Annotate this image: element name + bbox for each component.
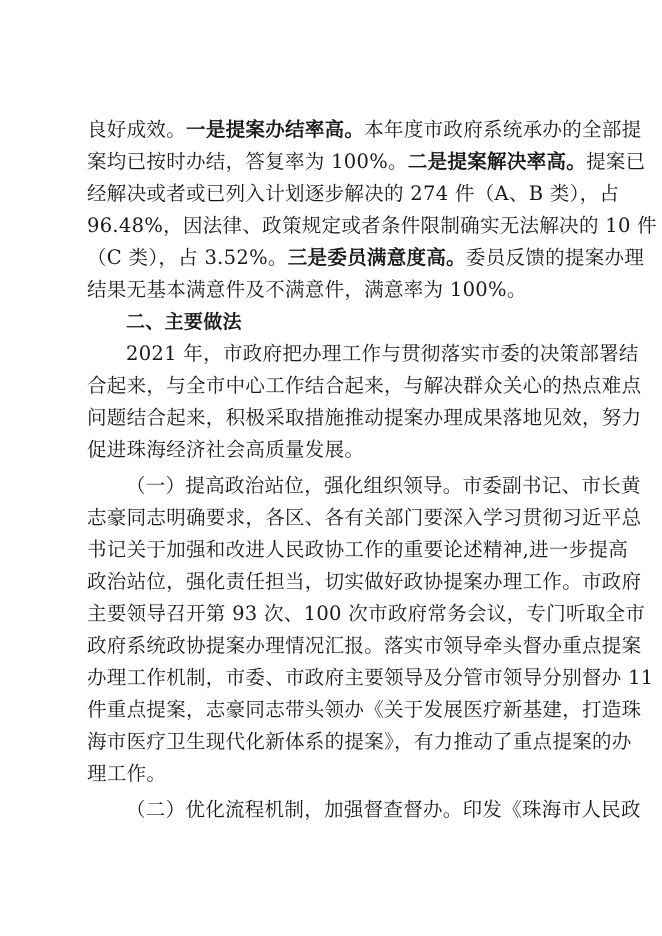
paragraph-process-mechanism <box>87 794 641 826</box>
emphasis-text: 三是委员满意度高。 <box>287 246 466 269</box>
text-line <box>87 146 646 178</box>
text-line: 合起来，与全市中心工作结合起来，与解决群众关心的热点难点 <box>87 374 642 397</box>
text-line: 主要领导召开第 93 次、100 次市政府常务会议，专门听取全市 <box>87 602 646 625</box>
text-line: 政府系统政协提案办理情况汇报。落实市领导牵头督办重点提案 <box>87 634 642 657</box>
text-line: 经解决或者或已列入计划逐步解决的 274 件（A、B 类），占 <box>87 182 620 205</box>
text-line: 2021 年，市政府把办理工作与贯彻落实市委的决策部署结 <box>126 342 639 365</box>
paragraph-outcomes <box>87 114 657 306</box>
text-span: 本年度市政府系统承办的全部提 <box>364 118 642 141</box>
text-line: 结果无基本满意件及不满意件，满意率为 100%。 <box>87 278 527 301</box>
text-line: 办理工作机制，市委、市政府主要领导及分管市领导分别督办 11 <box>87 666 654 689</box>
text-line: 志豪同志明确要求，各区、各有关部门要深入学习贯彻习近平总 <box>87 506 642 529</box>
text-span: 案均已按时办结，答复率为 100%。 <box>87 150 408 173</box>
text-line: 海市医疗卫生现代化新体系的提案》，有力推动了重点提案的办 <box>87 730 632 753</box>
text-line: 件重点提案，志豪同志带头领办《关于发展医疗新基建，打造珠 <box>87 698 642 721</box>
text-span: 良好成效。 <box>87 118 187 141</box>
paragraph-political-stance <box>87 470 654 790</box>
text-span: 委员反馈的提案办理 <box>465 246 645 269</box>
text-line: 书记关于加强和改进人民政协工作的重要论述精神,进一步提高 <box>87 538 629 561</box>
text-span: （C 类），占 3.52%。 <box>87 246 288 269</box>
emphasis-text: 二是提案解决率高。 <box>407 150 587 173</box>
text-line <box>87 114 642 146</box>
emphasis-text: 一是提案办结率高。 <box>186 118 365 141</box>
text-span: 提案已 <box>586 150 646 173</box>
text-line: 理工作。 <box>87 762 167 785</box>
document-page <box>87 114 657 826</box>
text-line <box>87 242 645 274</box>
text-line: （一）提高政治站位，强化组织领导。市委副书记、市长黄 <box>126 474 641 497</box>
text-line: 问题结合起来，积极采取措施推动提案办理成果落地见效，努力 <box>87 406 642 429</box>
text-line: 96.48%，因法律、政策规定或者条件限制确实无法解决的 10 件 <box>87 214 657 237</box>
text-line: （二）优化流程机制，加强督查督办。印发《珠海市人民政 <box>126 798 641 821</box>
text-line: 促进珠海经济社会高质量发展。 <box>87 438 365 461</box>
section-heading: 二、主要做法 <box>126 311 242 333</box>
paragraph-overview <box>87 338 642 466</box>
text-line: 政治站位，强化责任担当，切实做好政协提案办理工作。市政府 <box>87 570 642 593</box>
